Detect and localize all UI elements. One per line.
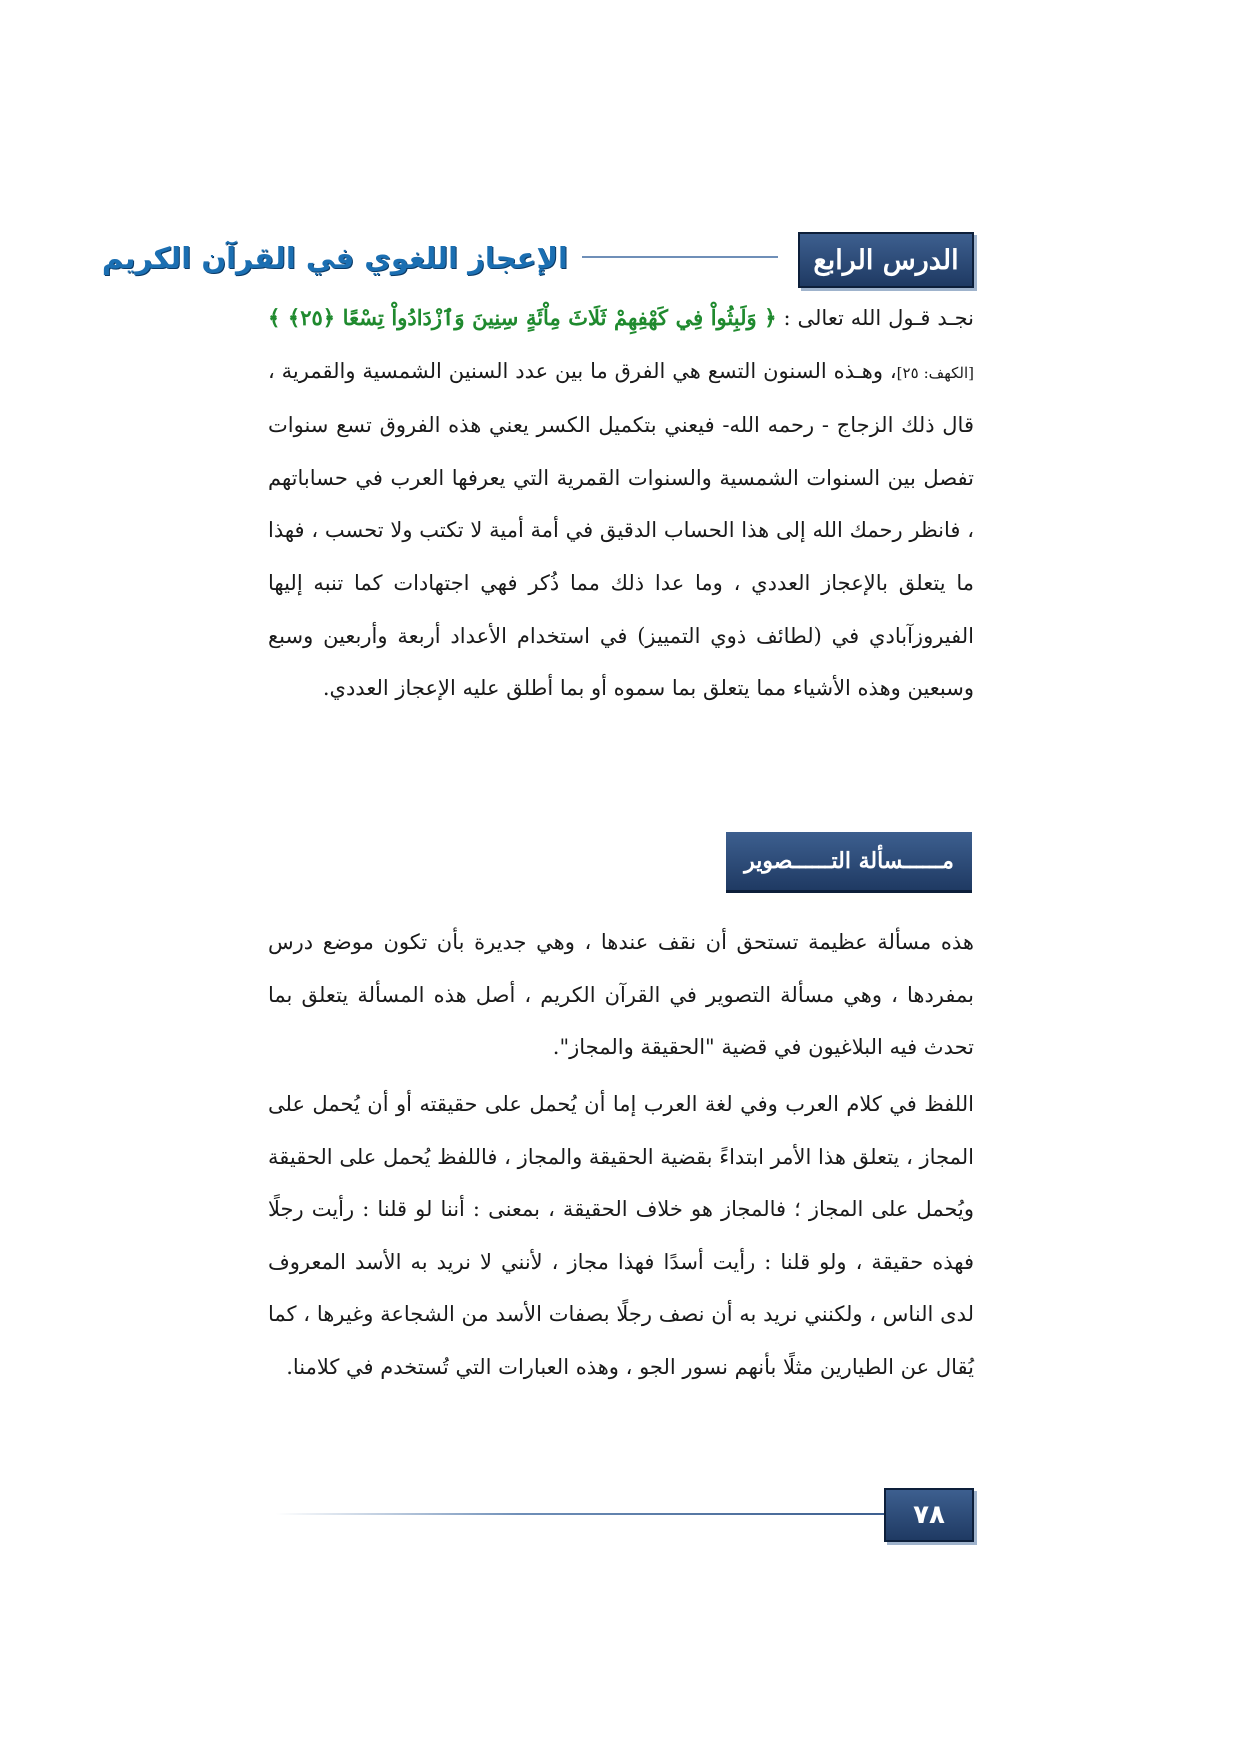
verse-citation: [الكهف: ٢٥] bbox=[896, 363, 974, 382]
quran-verse: ﴿ وَلَبِثُواْ فِي كَهْفِهِمْ ثَلَاثَ مِاْئَةٍ سِنِينَ وَٱزْدَادُواْ تِسْعًا ﴿٢٥﴾ ﴾ bbox=[268, 305, 777, 330]
paragraph-1 bbox=[268, 292, 974, 715]
paragraph-1-lead: نجـد قـول الله تعالى : bbox=[776, 306, 975, 330]
lesson-badge: الدرس الرابع bbox=[798, 232, 974, 288]
paragraph-1-text: ، وهـذه السنون التسع هي الفرق ما بين عدد السنين الشمسية والقمرية ، قال ذلك الزجاج - رحمه الله- فيعني بتكميل الكسر يعني هذه الفروق تسع سنوات تفصل بين السنوات الشمسية والسنوات القمرية التي يعرفها العرب في حساباتهم ، فانظر رحمك الله إلى هذا الحساب الدقيق في أمة أمية لا تكتب ولا تحسب ، فهذا ما يتعلق بالإعجاز العددي ، وما عدا ذلك مما ذُكر فهي اجتهادات كما تنبه إليها الفيروزآبادي في (لطائف ذوي التمييز) في استخدام الأعداد أربعة وأربعين وسبع وسبعين وهذه الأشياء مما يتعلق بما سموه أو بما أطلق عليه الإعجاز العددي. bbox=[268, 358, 974, 701]
paragraph-3: اللفظ في كلام العرب وفي لغة العرب إما أن يُحمل على حقيقته أو أن يُحمل على المجاز ، يتعلق هذا الأمر ابتداءً بقضية الحقيقة والمجاز ، فاللفظ يُحمل على الحقيقة ويُحمل على المجاز ؛ فالمجاز هو خلاف الحقيقة ، بمعنى : أننا لو قلنا : رأيت رجلًا فهذه حقيقة ، ولو قلنا : رأيت أسدًا فهذا مجاز ، لأنني لا نريد به الأسد المعروف لدى الناس ، ولكنني نريد به أن نصف رجلًا بصفات الأسد من الشجاعة وغيرها ، كما يُقال عن الطيارين مثلًا بأنهم نسور الجو ، وهذه العبارات التي تُستخدم في كلامنا. bbox=[268, 1092, 974, 1379]
page-header bbox=[101, 232, 974, 288]
paragraph-2: هذه مسألة عظيمة تستحق أن نقف عندها ، وهي جديرة بأن تكون موضع درس بمفردها ، وهي مسألة التصوير في القرآن الكريم ، أصل هذه المسألة يتعلق بما تحدث فيه البلاغيون في قضية "الحقيقة والمجاز". bbox=[268, 930, 974, 1060]
header-divider bbox=[582, 256, 778, 258]
section-title: مــــــسألة التــــــصوير bbox=[726, 832, 972, 893]
page-number: ٧٨ bbox=[884, 1488, 974, 1542]
footer-divider bbox=[276, 1513, 886, 1515]
book-title: الإعجاز اللغوي في القرآن الكريم bbox=[101, 241, 568, 275]
